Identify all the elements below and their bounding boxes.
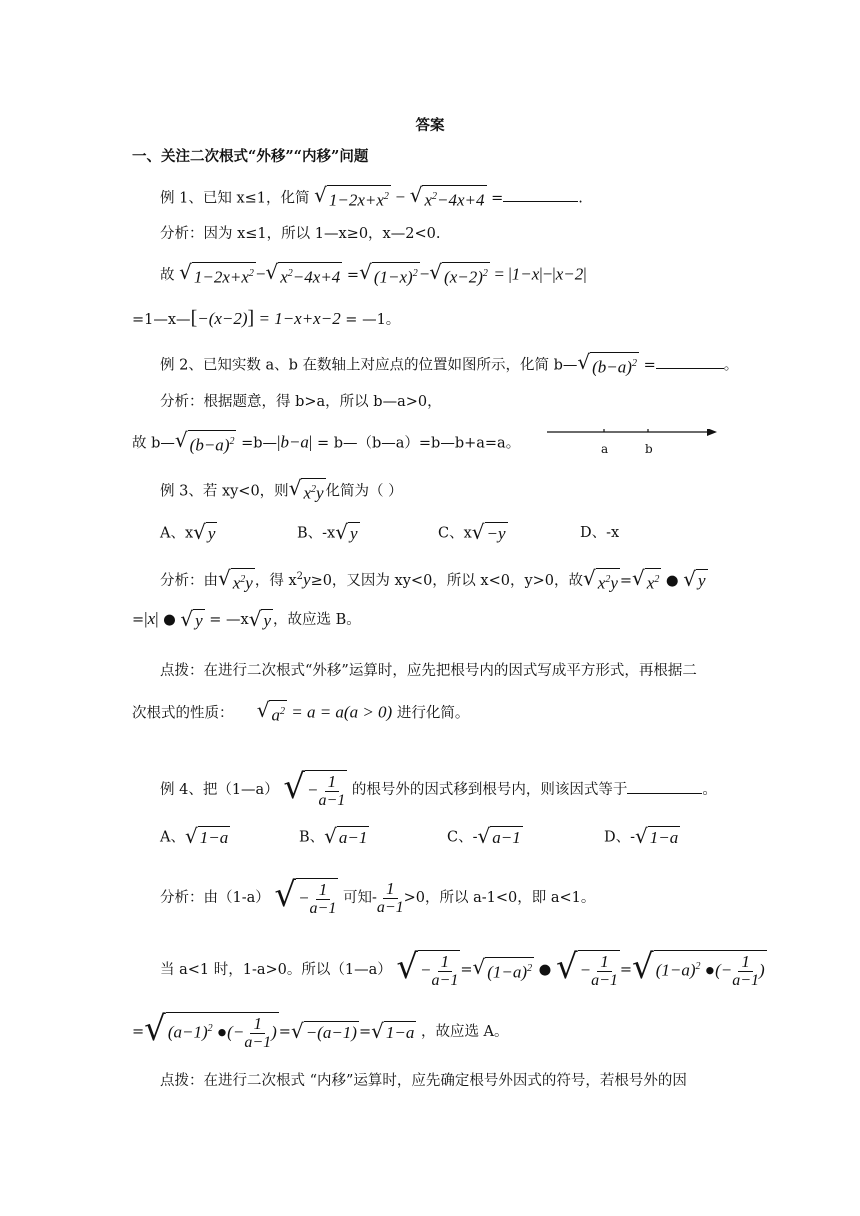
tip-1-line-2: 次根式的性质： √ $a^2$ = a = a(a > 0) 进行化简。 [132,698,470,725]
answer-blank [503,201,578,202]
example-1-result: =1—x—[−(x−2)] = 1−x+x−2 = —1。 [132,307,401,329]
ex4-option-d: D、- √ 1−a [604,824,679,848]
page-title: 答案 [415,117,445,134]
number-line-label-b: b [645,442,653,456]
example-2-question: 例 2、已知实数 a、b 在数轴上对应点的位置如图所示，化简 b— √ $(b-a)^2$ = 。 [160,350,739,377]
number-line-figure [547,429,717,453]
answer-blank [627,793,702,794]
option-d: D、-x [580,525,620,541]
option-b: B、-x √ y [297,520,358,544]
option-c: C、x √ −y [438,520,506,544]
radical-expression: √ $x^2-4x+4$ [409,183,485,210]
example-3-question: 例 3、若 xy<0，则 √ $x^2y$ 化简为（ ） [160,476,403,503]
radical-expression: √ $1-2x+x^2$ [314,183,389,210]
example-4-step: 当 a<1 时，1-a>0。所以（1—a） √ − $\frac{1}{a-1}$ = √ $(1-a)^2$ ● √ − $\frac{1}{a-1}$ = √ $(1-a)^2$ ●(− $\frac{1}{a-1}$ ) [160,947,765,989]
example-4-result: = √ $(a-1)^2$ ●(− $\frac{1}{a-1}$ ) = √ −(a−1) = √ 1−a ，故应选 A。 [132,1009,509,1051]
example-4-analysis: 分析：由（1-a） √ − $\frac{1}{a-1}$ 可知- $\frac{1}{a-1}$ >0，所以 a-1<0，即 a<1。 [160,875,596,917]
tip-1-line-1: 点拨：在进行二次根式“外移”运算时，应先把根号内的因式写成平方形式，再根据二 [160,663,697,679]
example-3-analysis: 分析：由 √ $x^2y$ ，得 $x^2y\ge 0$，又因为 xy<0，所以 x<0，y>0，故 √ $x^2y$ = √ $x^2$ ● √ y [160,565,706,593]
answer-blank [656,368,724,369]
example-3-result: =|x| ● √ y = —x √ y ，故应选 B。 [132,606,361,631]
example-2-analysis: 分析：根据题意，得 b>a，所以 b—a>0， [160,394,442,410]
option-a: A、x √ y [160,520,216,544]
section-heading: 一、关注二次根式“外移”“内移”问题 [132,148,369,165]
ex4-option-a: A、 √ 1−a [160,824,229,848]
ex4-option-c: C、- √ a−1 [447,824,521,848]
ex4-option-b: B、 √ a−1 [299,824,368,848]
example-2-step: 故 b— √ $(b-a)^2$ =b—|b−a| = b—（b—a）=b—b+a=a。 [132,428,521,455]
example-1-analysis: 分析：因为 x≤1，所以 1—x≥0，x—2<0. [160,226,441,242]
number-line-label-a: a [601,442,609,456]
example-1-step: 故 √ $1-2x+x^2$ − √ $x^2-4x+4$ = √ $(1-x)^2$ − √ $(x-2)^2$ = |1−x|−|x−2| [160,260,587,287]
example-1-question: 例 1、已知 x≤1，化简 √ $1-2x+x^2$ − √ $x^2-4x+4$ = . [160,183,583,210]
example-4-question: 例 4、把（1—a） √ − $\frac{1}{a-1}$ 的根号外的因式移到根号内，则该因式等于 。 [160,767,717,809]
tip-2-line-1: 点拨：在进行二次根式 “内移”运算时，应先确定根号外因式的符号，若根号外的因 [160,1073,687,1089]
